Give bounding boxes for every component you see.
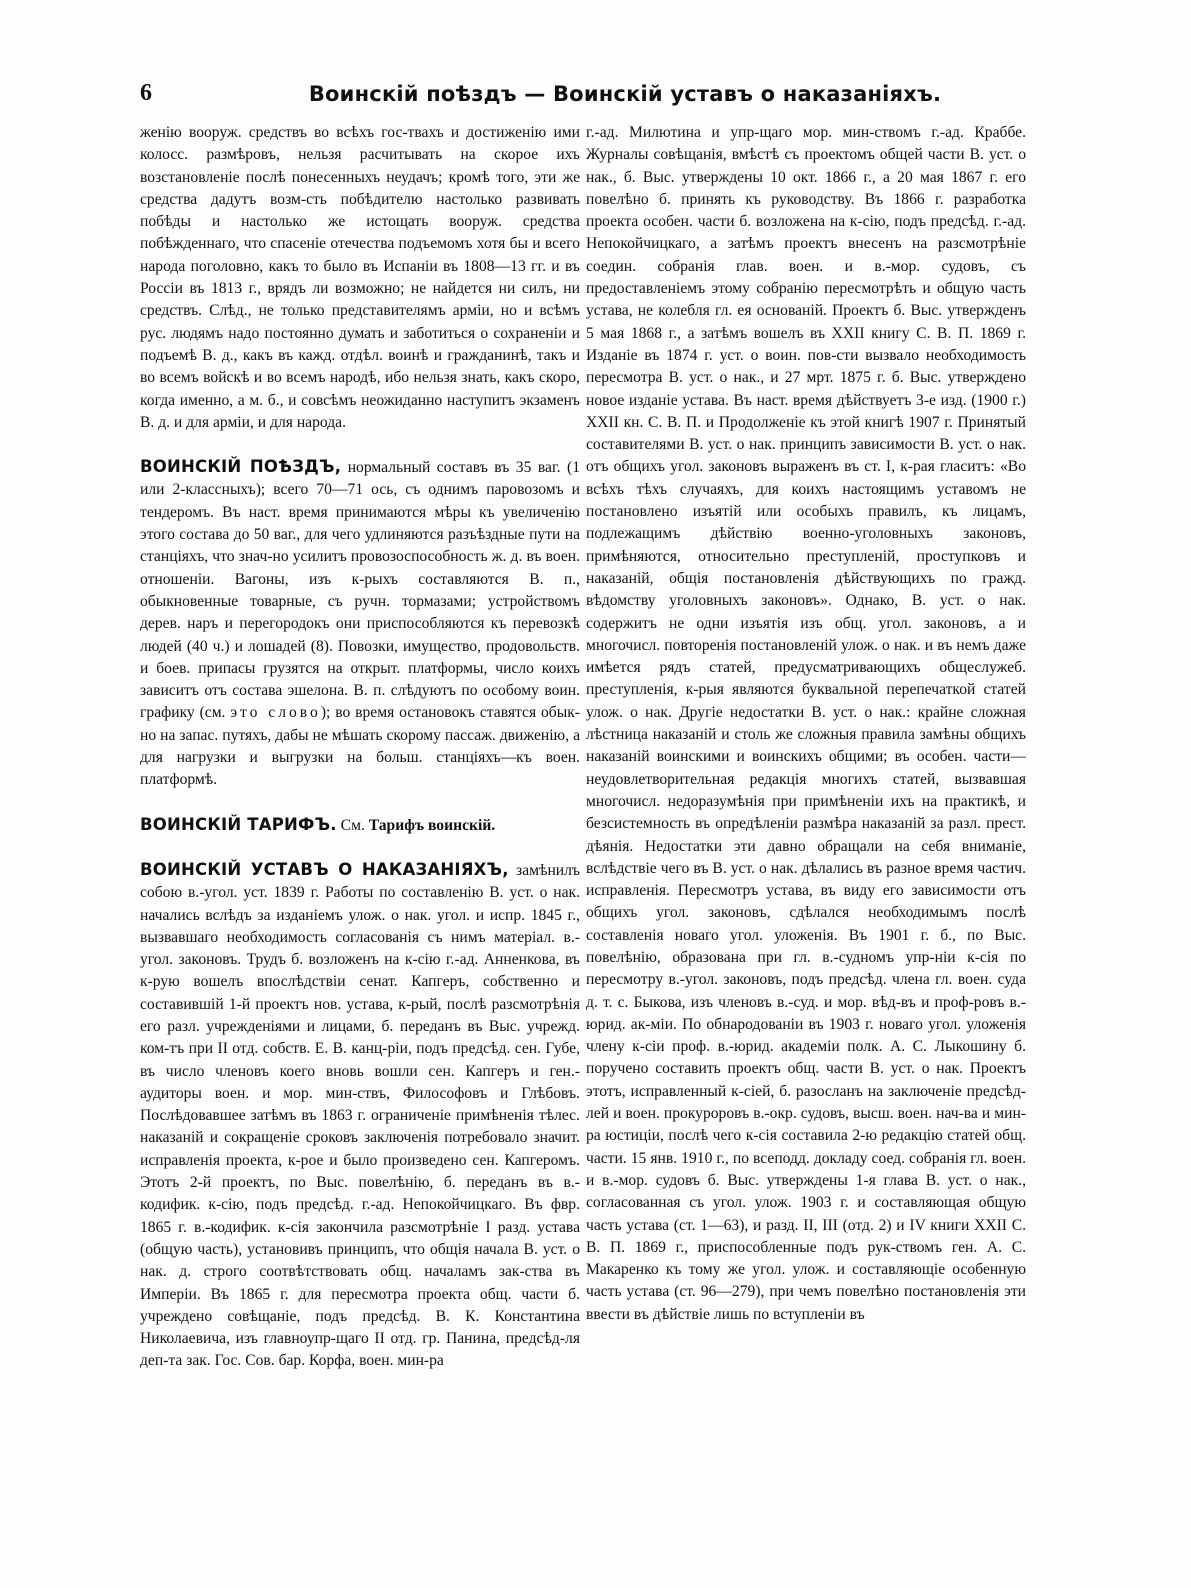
page-number: 6: [140, 80, 152, 106]
page-header: [140, 80, 1050, 120]
right-column: [586, 122, 1026, 1326]
entry-text: замѣнилъ собою в.-угол. уст. 1839 г. Работы по составленію В. уст. о нак. начались вслѣдъ за изданіемъ улож. о нак. угол. и испр. 1845 г., вызвавшаго необходимость согласованія съ нимъ матеріал. в.-угол. законовъ. Трудъ б. возложенъ на к-сію г.-ад. Анненкова, въ к-рую вошелъ впослѣдствіи сенат. Капгеръ, собственно и составившій 1-й проектъ нов. устава, к-рый, послѣ разсмотрѣнія его разл. учрежденіями и лицами, б. переданъ въ Выс. учрежд. ком-тъ при II отд. собств. Е. В. канц-ріи, подъ предсѣд. сен. Губе, въ число членовъ коего вновь вошли сен. Капгеръ и ген.-аудиторы воен. и мор. мин-ствъ, Философовъ и Глѣбовъ. Послѣдовавшее затѣмъ въ 1863 г. ограниченіе примѣненія тѣлес. наказаній и сокращеніе сроковъ заключенія потребовало значит. исправленія проекта, к-рое и было произведено сен. Капгеромъ. Этотъ 2-й проектъ, по Выс. повелѣнію, б. переданъ въ в.-кодифик. к-сію, подъ предсѣд. г.-ад. Непокойчицкаго. Въ фвр. 1865 г. в.-кодифик. к-сія закончила разсмотрѣніе I разд. устава (общую часть), установивъ принципъ, что общія начала В. уст. о нак. д. строго соотвѣтствовать общ. началамъ зак-ства въ Имперіи. Въ 1865 г. для пересмотра проекта общ. части б. учреждено совѣщаніе, подъ предсѣд. В. К. Константина Николаевича, изъ главноупр-щаго II отд. гр. Панина, предсѣд-ля деп-та зак. Гос. Сов. бар. Корфа, воен. мин-ра: [140, 861, 580, 1370]
entry-voinskiy-poezd: [140, 456, 580, 791]
entry-text: нормальный составъ въ 35 ваг. (1 или 2-классныхъ); всего 70—71 ось, съ однимъ паровозомъ и тендеромъ. Въ наст. время принимаются мѣры къ увеличенію этого состава до 50 ваг., для чего удлиняются разъѣздные пути на станціяхъ, что знач-но усилитъ провозоспособность ж. д. въ воен. отношеніи. Вагоны, изъ к-рыхъ составляются В. п., обыкновенные товарные, съ ручн. тормазами; устройствомъ дерев. наръ и перегородокъ они приспособляются къ перевозкѣ людей (40 ч.) и лошадей (8). Повозки, имущество, продовольств. и боев. припасы грузятся на открыт. платформы, число коихъ зависитъ отъ состава эшелона. В. п. слѣдуютъ по особому воин. графику (см.: [140, 459, 580, 722]
see-label: См.: [336, 816, 369, 834]
headword-poezd: ВОИНСКІЙ ПОѢЗДЪ,: [140, 457, 342, 477]
running-title: Воинскій поѣздъ — Воинскій уставъ о наказаніяхъ.: [308, 82, 942, 106]
see-reference[interactable]: это слово: [230, 704, 321, 722]
headword-tarif: ВОИНСКІЙ ТАРИФЪ.: [140, 814, 337, 834]
cross-reference-tarif[interactable]: Тарифъ воинскій.: [368, 816, 496, 834]
headword-ustav: ВОИНСКІЙ УСТАВЪ О НАКАЗАНІЯХЪ,: [140, 859, 509, 879]
left-column: [140, 122, 580, 1373]
entry-voinskiy-ustav: [140, 859, 580, 1373]
continuation-paragraph: женію вооруж. средствъ во всѣхъ гос-твахъ и достиженію ими колосс. размѣровъ, нельзя расчитывать на скорое ихъ возстановленіе послѣ понесенныхъ неудачъ; кромѣ того, эти же средства дадутъ возм-сть побѣдителю настолько развивать побѣды и настолько же истощать вооруж. средства побѣжденнаго, что спасеніе отечества подъемомъ хотя бы и всего народа поголовно, какъ то было въ Испаніи въ 1808—13 гг. и въ Россіи въ 1813 г., врядъ ли возможно; не найдется ни силъ, ни средствъ. Слѣд., не только представителямъ арміи, но и всѣмъ рус. людямъ надо постоянно думать и заботиться о сохраненіи и подъемѣ В. д., какъ въ кажд. отдѣл. воинѣ и гражданинѣ, такъ и во всемъ войскѣ и во всемъ народѣ, ибо нельзя знать, какъ скоро, когда именно, а м. б., и совсѣмъ неожиданно наступитъ экзаменъ В. д. и для арміи, и для народа.: [140, 124, 580, 431]
right-column-paragraph: г.-ад. Милютина и упр-щаго мор. мин-ствомъ г.-ад. Краббе. Журналы совѣщанія, вмѣстѣ съ проектомъ общей части В. уст. о нак., б. Выс. утверждены 10 окт. 1866 г., а 20 мая 1867 г. его повелѣно б. принять къ руководству. Въ 1866 г. разработка проекта особен. части б. возложена на к-сію, подъ предсѣд. г.-ад. Непокойчицкаго, а затѣмъ проектъ внесенъ на разсмотрѣніе соедин. собранія глав. воен. и в.-мор. судовъ, съ предоставленіемъ этому собранію пересмотрѣть и общую часть устава, не колебля гл. ея основаній. Проектъ б. Выс. утвержденъ 5 мая 1868 г., а затѣмъ вошелъ въ XXII книгу С. В. П. 1869 г. Изданіе въ 1874 г. уст. о воин. пов-сти вызвало необходимость пересмотра В. уст. о нак., и 27 мрт. 1875 г. б. Выс. утверждено новое изданіе устава. Въ наст. время дѣйствуетъ 3-е изд. (1900 г.) XXII кн. С. В. П. и Продолженіе къ этой книгѣ 1907 г. Принятый составителями В. уст. о нак. принципъ зависимости В. уст. о нак. отъ общихъ угол. законовъ выраженъ въ ст. I, к-рая гласитъ: «Во всѣхъ тѣхъ случаяхъ, для коихъ настоящимъ уставомъ не постановлено изъятій или особыхъ правилъ, къ лицамъ, подлежащимъ дѣйствію военно-уголовныхъ законовъ, примѣняются, относительно преступленій, проступковъ и наказаній, общія постановленія дѣйствующихъ по гражд. вѣдомству уголовныхъ законовъ». Однако, В. уст. о нак. содержитъ не одни изъятія изъ общ. угол. законовъ, а и многочисл. повторенія постановленій улож. о нак. и въ немъ даже имѣется рядъ статей, предусматривающихъ общеслужеб. преступленія, к-рыя являются буквальной перепечаткой статей улож. о нак. Другіе недостатки В. уст. о нак.: крайне сложная лѣстница наказаній и столь же сложныя правила замѣны общихъ наказаній воинскими и воинскихъ общими; въ особен. части—неудовлетворительная редакція многихъ статей, вызвавшая многочисл. недоразумѣнія при примѣненіи ихъ на практикѣ, и безсистемность въ опредѣленіи размѣра наказаній за разл. прест. дѣянія. Недостатки эти давно обращали на себя вниманіе, вслѣдствіе чего въ В. уст. о нак. дѣлались въ разное время частич. исправленія. Пересмотръ устава, въ виду его зависимости отъ общихъ угол. законовъ, сдѣлался необходимымъ послѣ составленія новаго угол. уложенія. Въ 1901 г. б., по Выс. повелѣнію, образована при гл. в.-судномъ упр-ніи к-сія по пересмотру в.-угол. законовъ, подъ предсѣд. члена гл. воен. суда д. т. с. Быкова, изъ членовъ в.-суд. и мор. вѣд-въ и проф-ровъ в.-юрид. ак-міи. По обнародованіи въ 1903 г. новаго угол. уложенія члену к-сіи проф. в.-юрид. академіи полк. А. С. Лыкошину б. поручено составить проектъ общ. части В. уст. о нак. Проектъ этотъ, исправленный к-сіей, б. разосланъ на заключеніе предсѣд-лей и воен. прокуроровъ в.-окр. судовъ, высш. воен. нач-ва и мин-ра юстиціи, послѣ чего к-сія составила 2-ю редакцію статей общ. части. 15 янв. 1910 г., по всеподд. докладу соед. собранія гл. воен. и в.-мор. судовъ б. Выс. утверждены 1-я глава В. уст. о нак., согласованная съ угол. улож. 1903 г. и составляющая общую часть устава (ст. 1—63), и разд. II, III (отд. 2) и IV книги XXII С. В. П. 1869 г., приспособленные подъ рук-ствомъ ген. А. С. Макаренко къ тому же угол. улож. и составляющіе особенную часть устава (ст. 96—279), при чемъ повелѣно постановленія эти ввести въ дѣйствіе лишь по вступленіи въ: [586, 124, 1026, 1323]
entry-text: ); во время остановокъ ставятся обык-но на запас. путяхъ, дабы не мѣшать скорому пассаж. движенію, а для нагрузки и выгрузки на больш. станціяхъ—къ воен. платформѣ.: [140, 704, 580, 789]
entry-voinskiy-tarif: [140, 814, 580, 837]
